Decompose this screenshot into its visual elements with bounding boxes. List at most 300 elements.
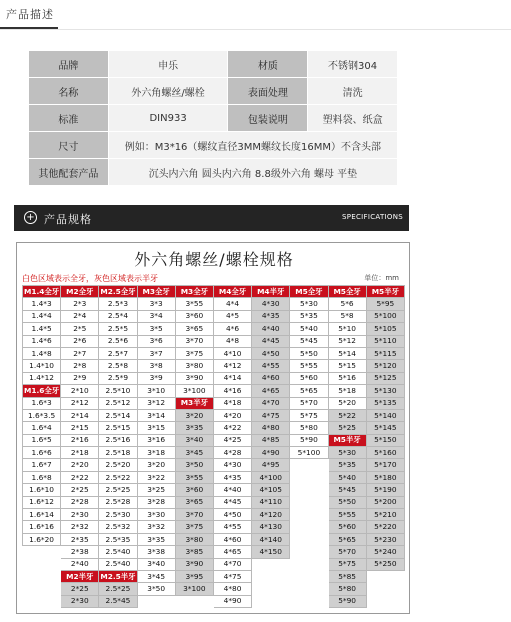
spec-full-thread-cell: 4*18 <box>213 397 251 409</box>
spec-half-thread-cell: 3*40 <box>175 434 213 446</box>
spec-section-en: SPECIFICATIONS <box>342 213 403 221</box>
spec-half-thread-cell: 5*50 <box>328 496 366 508</box>
info-label: 尺寸 <box>29 132 109 159</box>
spec-empty-cell <box>366 583 404 595</box>
spec-half-thread-cell: 5*65 <box>328 533 366 545</box>
info-value: 沉头内六角 圆头内六角 8.8级外六角 螺母 平垫 <box>108 159 397 186</box>
spec-half-thread-cell: 4*30 <box>252 298 290 310</box>
spec-full-thread-cell: 4*45 <box>213 496 251 508</box>
spec-full-thread-cell: 1.6*12 <box>23 496 61 508</box>
spec-full-thread-cell: 4*10 <box>213 347 251 359</box>
spec-header-cell: M2.5全牙 <box>99 286 137 298</box>
spec-full-thread-cell: 5*90 <box>290 434 328 446</box>
spec-half-thread-cell: 2*25 <box>61 583 99 595</box>
info-row <box>29 78 398 105</box>
spec-empty-cell <box>290 570 328 582</box>
spec-half-thread-cell: 3*50 <box>175 459 213 471</box>
spec-full-thread-cell: 3*9 <box>137 372 175 384</box>
spec-empty-cell <box>290 558 328 570</box>
spec-full-thread-cell: 3*40 <box>137 558 175 570</box>
spec-full-thread-cell: 3*14 <box>137 409 175 421</box>
spec-section-title: 产品规格 <box>44 213 92 226</box>
spec-full-thread-cell: 2*40 <box>61 558 99 570</box>
spec-row <box>23 372 405 384</box>
spec-full-thread-cell: 5*8 <box>328 310 366 322</box>
spec-row <box>23 459 405 471</box>
spec-row <box>23 558 405 570</box>
spec-half-thread-cell: 3*85 <box>175 546 213 558</box>
info-row <box>29 105 398 132</box>
spec-half-thread-cell: 4*60 <box>252 372 290 384</box>
spec-row <box>23 397 405 409</box>
spec-half-thread-cell: 2.5*45 <box>99 595 137 607</box>
spec-full-thread-cell: 4*40 <box>213 484 251 496</box>
spec-row <box>23 570 405 582</box>
spec-full-thread-cell: 2.5*40 <box>99 546 137 558</box>
spec-full-thread-cell: 5*12 <box>328 335 366 347</box>
spec-half-thread-cell: 5*22 <box>328 409 366 421</box>
spec-half-thread-cell: 5*40 <box>328 471 366 483</box>
spec-half-thread-cell: 4*70 <box>252 397 290 409</box>
spec-empty-cell <box>23 570 61 582</box>
spec-full-thread-cell: 1.6*3.5 <box>23 409 61 421</box>
spec-full-thread-cell: 5*40 <box>290 323 328 335</box>
spec-empty-cell <box>290 496 328 508</box>
spec-half-thread-cell: 3*45 <box>175 447 213 459</box>
spec-full-thread-cell: 1.6*10 <box>23 484 61 496</box>
spec-full-thread-cell: 2.5*16 <box>99 434 137 446</box>
spec-empty-cell <box>137 595 175 607</box>
info-value: 不锈钢304 <box>308 51 398 78</box>
spec-row <box>23 298 405 310</box>
spec-header-cell: M5全牙 <box>290 286 328 298</box>
spec-empty-cell <box>290 471 328 483</box>
spec-full-thread-cell: 2.5*4 <box>99 310 137 322</box>
section-header <box>0 0 511 30</box>
spec-header-cell: M2半牙 <box>61 570 99 582</box>
spec-grid <box>22 285 405 608</box>
spec-full-thread-cell: 5*35 <box>290 310 328 322</box>
spec-full-thread-cell: 1.6*14 <box>23 509 61 521</box>
spec-full-thread-cell: 4*22 <box>213 422 251 434</box>
spec-header-cell: M3半牙 <box>175 397 213 409</box>
spec-empty-cell <box>23 546 61 558</box>
info-value: 外六角螺丝/螺栓 <box>108 78 228 105</box>
spec-half-thread-cell: 5*45 <box>328 484 366 496</box>
spec-full-thread-cell: 2.5*10 <box>99 385 137 397</box>
spec-row <box>23 286 405 298</box>
spec-full-thread-cell: 3*20 <box>137 459 175 471</box>
spec-header-cell: M2.5半牙 <box>99 570 137 582</box>
spec-row <box>23 434 405 446</box>
spec-half-thread-cell: 3*20 <box>175 409 213 421</box>
spec-full-thread-cell: 3*50 <box>137 583 175 595</box>
info-label: 材质 <box>228 51 308 78</box>
spec-full-thread-cell: 5*50 <box>290 347 328 359</box>
spec-full-thread-cell: 2*12 <box>61 397 99 409</box>
spec-full-thread-cell: 4*6 <box>213 323 251 335</box>
info-row <box>29 132 398 159</box>
spec-full-thread-cell: 5*100 <box>290 447 328 459</box>
spec-empty-cell <box>290 546 328 558</box>
spec-full-thread-cell: 1.6*16 <box>23 521 61 533</box>
spec-full-thread-cell: 1.6*5 <box>23 434 61 446</box>
info-label: 其他配套产品 <box>29 159 109 186</box>
spec-empty-cell <box>290 484 328 496</box>
spec-row <box>23 533 405 545</box>
spec-full-thread-cell: 3*28 <box>137 496 175 508</box>
spec-full-thread-cell: 1.4*3 <box>23 298 61 310</box>
spec-half-thread-cell: 5*140 <box>366 409 404 421</box>
info-label: 包装说明 <box>228 105 308 132</box>
spec-half-thread-cell: 5*180 <box>366 471 404 483</box>
spec-empty-cell <box>252 570 290 582</box>
spec-half-thread-cell: 3*95 <box>175 570 213 582</box>
spec-empty-cell <box>290 509 328 521</box>
spec-full-thread-cell: 3*65 <box>175 323 213 335</box>
spec-row <box>23 471 405 483</box>
spec-full-thread-cell: 4*25 <box>213 434 251 446</box>
spec-half-thread-cell: 4*55 <box>252 360 290 372</box>
spec-full-thread-cell: 2.5*14 <box>99 409 137 421</box>
spec-full-thread-cell: 4*4 <box>213 298 251 310</box>
spec-full-thread-cell: 3*80 <box>175 360 213 372</box>
spec-half-thread-cell: 4*90 <box>252 447 290 459</box>
spec-half-thread-cell: 5*230 <box>366 533 404 545</box>
spec-full-thread-cell: 4*75 <box>213 570 251 582</box>
spec-full-thread-cell: 4*50 <box>213 509 251 521</box>
spec-half-thread-cell: 4*95 <box>252 459 290 471</box>
spec-full-thread-cell: 1.4*8 <box>23 347 61 359</box>
spec-half-thread-cell: 3*60 <box>175 484 213 496</box>
spec-empty-cell <box>290 521 328 533</box>
spec-row <box>23 595 405 607</box>
spec-row <box>23 409 405 421</box>
spec-half-thread-cell: 5*200 <box>366 496 404 508</box>
spec-full-thread-cell: 2.5*15 <box>99 422 137 434</box>
spec-half-thread-cell: 5*55 <box>328 509 366 521</box>
spec-row <box>23 335 405 347</box>
section-title-underline <box>0 27 58 29</box>
spec-full-thread-cell: 2.5*12 <box>99 397 137 409</box>
spec-full-thread-cell: 2*28 <box>61 496 99 508</box>
spec-full-thread-cell: 2.5*5 <box>99 323 137 335</box>
spec-half-thread-cell: 5*125 <box>366 372 404 384</box>
spec-row <box>23 422 405 434</box>
spec-full-thread-cell: 3*3 <box>137 298 175 310</box>
spec-full-thread-cell: 2*22 <box>61 471 99 483</box>
spec-half-thread-cell: 5*115 <box>366 347 404 359</box>
spec-full-thread-cell: 2*10 <box>61 385 99 397</box>
spec-half-thread-cell: 3*100 <box>175 583 213 595</box>
spec-half-thread-cell: 5*160 <box>366 447 404 459</box>
spec-row <box>23 546 405 558</box>
spec-half-thread-cell: 5*170 <box>366 459 404 471</box>
spec-full-thread-cell: 3*15 <box>137 422 175 434</box>
spec-full-thread-cell: 3*100 <box>175 385 213 397</box>
spec-full-thread-cell: 5*6 <box>328 298 366 310</box>
spec-empty-cell <box>290 459 328 471</box>
spec-header-cell: M1.4全牙 <box>23 286 61 298</box>
spec-full-thread-cell: 2*32 <box>61 521 99 533</box>
spec-full-thread-cell: 1.6*3 <box>23 397 61 409</box>
spec-row <box>23 347 405 359</box>
spec-full-thread-cell: 2.5*6 <box>99 335 137 347</box>
spec-full-thread-cell: 3*38 <box>137 546 175 558</box>
spec-full-thread-cell: 1.6*4 <box>23 422 61 434</box>
info-label: 表面处理 <box>228 78 308 105</box>
spec-header-cell: M5全牙 <box>328 286 366 298</box>
spec-full-thread-cell: 2.5*35 <box>99 533 137 545</box>
spec-full-thread-cell: 3*22 <box>137 471 175 483</box>
spec-half-thread-cell: 4*140 <box>252 533 290 545</box>
spec-empty-cell <box>290 533 328 545</box>
spec-half-thread-cell: 5*100 <box>366 310 404 322</box>
spec-half-thread-cell: 3*55 <box>175 471 213 483</box>
spec-half-thread-cell: 5*110 <box>366 335 404 347</box>
spec-full-thread-cell: 3*5 <box>137 323 175 335</box>
spec-full-thread-cell: 2.5*7 <box>99 347 137 359</box>
spec-half-thread-cell: 4*35 <box>252 310 290 322</box>
spec-full-thread-cell: 4*60 <box>213 533 251 545</box>
spec-half-thread-cell: 5*90 <box>328 595 366 607</box>
spec-full-thread-cell: 5*75 <box>290 409 328 421</box>
spec-header-cell: M4全牙 <box>213 286 251 298</box>
spec-full-thread-cell: 3*90 <box>175 372 213 384</box>
spec-half-thread-cell: 5*135 <box>366 397 404 409</box>
spec-half-thread-cell: 5*60 <box>328 521 366 533</box>
spec-full-thread-cell: 1.4*12 <box>23 372 61 384</box>
spec-unit: 单位：mm <box>364 274 399 282</box>
spec-full-thread-cell: 2.5*28 <box>99 496 137 508</box>
spec-full-thread-cell: 3*16 <box>137 434 175 446</box>
spec-empty-cell <box>366 595 404 607</box>
spec-full-thread-cell: 2*25 <box>61 484 99 496</box>
spec-row <box>23 360 405 372</box>
spec-full-thread-cell: 2*9 <box>61 372 99 384</box>
spec-full-thread-cell: 3*12 <box>137 397 175 409</box>
spec-full-thread-cell: 2*15 <box>61 422 99 434</box>
spec-full-thread-cell: 5*80 <box>290 422 328 434</box>
spec-legend-note: 白色区域表示全牙，灰色区域表示半牙 <box>22 274 158 283</box>
spec-half-thread-cell: 2*30 <box>61 595 99 607</box>
spec-title: 外六角螺丝/螺栓规格 <box>134 250 294 269</box>
spec-half-thread-cell: 4*105 <box>252 484 290 496</box>
spec-full-thread-cell: 2.5*32 <box>99 521 137 533</box>
spec-half-thread-cell: 3*80 <box>175 533 213 545</box>
spec-full-thread-cell: 5*60 <box>290 372 328 384</box>
spec-full-thread-cell: 4*28 <box>213 447 251 459</box>
spec-full-thread-cell: 3*75 <box>175 347 213 359</box>
spec-header-cell: M4半牙 <box>252 286 290 298</box>
spec-full-thread-cell: 4*20 <box>213 409 251 421</box>
spec-full-thread-cell: 4*14 <box>213 372 251 384</box>
spec-full-thread-cell: 2.5*40 <box>99 558 137 570</box>
spec-half-thread-cell: 5*250 <box>366 558 404 570</box>
spec-full-thread-cell: 4*55 <box>213 521 251 533</box>
spec-full-thread-cell: 4*30 <box>213 459 251 471</box>
spec-full-thread-cell: 2.5*8 <box>99 360 137 372</box>
spec-row <box>23 496 405 508</box>
spec-full-thread-cell: 4*70 <box>213 558 251 570</box>
spec-full-thread-cell: 4*90 <box>213 595 251 607</box>
spec-row <box>23 385 405 397</box>
spec-half-thread-cell: 5*95 <box>366 298 404 310</box>
spec-empty-cell <box>252 558 290 570</box>
spec-half-thread-cell: 4*120 <box>252 509 290 521</box>
spec-half-thread-cell: 4*40 <box>252 323 290 335</box>
spec-header-cell: M1.6全牙 <box>23 385 61 397</box>
spec-half-thread-cell: 4*45 <box>252 335 290 347</box>
info-label: 标准 <box>29 105 109 132</box>
spec-full-thread-cell: 2*18 <box>61 447 99 459</box>
plus-circle-icon: + <box>24 211 37 224</box>
spec-full-thread-cell: 3*6 <box>137 335 175 347</box>
spec-header-cell: M3全牙 <box>175 286 213 298</box>
spec-half-thread-cell: 5*240 <box>366 546 404 558</box>
spec-full-thread-cell: 3*32 <box>137 521 175 533</box>
spec-half-thread-cell: 4*100 <box>252 471 290 483</box>
spec-half-thread-cell: 5*25 <box>328 422 366 434</box>
spec-half-thread-cell: 5*150 <box>366 434 404 446</box>
spec-full-thread-cell: 2.5*18 <box>99 447 137 459</box>
spec-full-thread-cell: 3*70 <box>175 335 213 347</box>
spec-full-thread-cell: 3*30 <box>137 509 175 521</box>
spec-half-thread-cell: 5*105 <box>366 323 404 335</box>
spec-full-thread-cell: 5*65 <box>290 385 328 397</box>
spec-full-thread-cell: 4*35 <box>213 471 251 483</box>
spec-full-thread-cell: 2*30 <box>61 509 99 521</box>
spec-half-thread-cell: 5*80 <box>328 583 366 595</box>
spec-full-thread-cell: 2*3 <box>61 298 99 310</box>
spec-full-thread-cell: 3*18 <box>137 447 175 459</box>
spec-full-thread-cell: 2.5*22 <box>99 471 137 483</box>
spec-full-thread-cell: 5*10 <box>328 323 366 335</box>
spec-full-thread-cell: 4*80 <box>213 583 251 595</box>
spec-full-thread-cell: 5*55 <box>290 360 328 372</box>
spec-half-thread-cell: 5*145 <box>366 422 404 434</box>
spec-row <box>23 521 405 533</box>
spec-full-thread-cell: 2*6 <box>61 335 99 347</box>
info-value: 清洗 <box>308 78 398 105</box>
spec-half-thread-cell: 5*85 <box>328 570 366 582</box>
spec-half-thread-cell: 5*130 <box>366 385 404 397</box>
spec-header-cell: M2全牙 <box>61 286 99 298</box>
spec-empty-cell <box>23 558 61 570</box>
spec-row <box>23 583 405 595</box>
spec-half-thread-cell: 5*75 <box>328 558 366 570</box>
spec-full-thread-cell: 3*25 <box>137 484 175 496</box>
spec-empty-cell <box>290 595 328 607</box>
info-row <box>29 51 398 78</box>
spec-header-cell: M5半牙 <box>328 434 366 446</box>
spec-half-thread-cell: 3*75 <box>175 521 213 533</box>
spec-header-cell: M5半牙 <box>366 286 404 298</box>
spec-half-thread-cell: 4*80 <box>252 422 290 434</box>
spec-full-thread-cell: 1.6*8 <box>23 471 61 483</box>
spec-full-thread-cell: 4*65 <box>213 546 251 558</box>
spec-full-thread-cell: 2*4 <box>61 310 99 322</box>
spec-full-thread-cell: 2*38 <box>61 546 99 558</box>
spec-full-thread-cell: 1.4*4 <box>23 310 61 322</box>
spec-section-band <box>14 205 409 231</box>
section-title: 产品描述 <box>6 8 54 21</box>
spec-row <box>23 447 405 459</box>
spec-full-thread-cell: 5*18 <box>328 385 366 397</box>
spec-full-thread-cell: 1.4*10 <box>23 360 61 372</box>
spec-header-cell: M3全牙 <box>137 286 175 298</box>
spec-full-thread-cell: 1.6*7 <box>23 459 61 471</box>
spec-row <box>23 509 405 521</box>
spec-half-thread-cell: 4*50 <box>252 347 290 359</box>
spec-half-thread-cell: 3*90 <box>175 558 213 570</box>
spec-empty-cell <box>23 583 61 595</box>
spec-full-thread-cell: 5*70 <box>290 397 328 409</box>
spec-half-thread-cell: 4*110 <box>252 496 290 508</box>
spec-half-thread-cell: 3*70 <box>175 509 213 521</box>
spec-empty-cell <box>366 570 404 582</box>
spec-full-thread-cell: 4*8 <box>213 335 251 347</box>
info-label: 名称 <box>29 78 109 105</box>
spec-half-thread-cell: 4*150 <box>252 546 290 558</box>
spec-empty-cell <box>290 583 328 595</box>
spec-full-thread-cell: 2.5*25 <box>99 484 137 496</box>
spec-full-thread-cell: 5*14 <box>328 347 366 359</box>
spec-half-thread-cell: 4*75 <box>252 409 290 421</box>
info-value: 申乐 <box>108 51 228 78</box>
info-label: 品牌 <box>29 51 109 78</box>
spec-full-thread-cell: 1.4*5 <box>23 323 61 335</box>
product-info-table <box>28 50 398 186</box>
spec-full-thread-cell: 3*8 <box>137 360 175 372</box>
spec-full-thread-cell: 4*16 <box>213 385 251 397</box>
spec-empty-cell <box>23 595 61 607</box>
spec-half-thread-cell: 2.5*25 <box>99 583 137 595</box>
spec-full-thread-cell: 5*16 <box>328 372 366 384</box>
spec-half-thread-cell: 5*190 <box>366 484 404 496</box>
spec-row <box>23 323 405 335</box>
spec-full-thread-cell: 3*10 <box>137 385 175 397</box>
spec-half-thread-cell: 5*35 <box>328 459 366 471</box>
spec-empty-cell <box>252 583 290 595</box>
spec-full-thread-cell: 3*4 <box>137 310 175 322</box>
spec-full-thread-cell: 5*20 <box>328 397 366 409</box>
spec-full-thread-cell: 2*20 <box>61 459 99 471</box>
spec-row <box>23 484 405 496</box>
spec-half-thread-cell: 4*85 <box>252 434 290 446</box>
spec-full-thread-cell: 1.6*20 <box>23 533 61 545</box>
spec-empty-cell <box>252 595 290 607</box>
spec-panel <box>16 242 410 614</box>
spec-full-thread-cell: 3*35 <box>137 533 175 545</box>
spec-full-thread-cell: 3*45 <box>137 570 175 582</box>
info-value: DIN933 <box>108 105 228 132</box>
spec-full-thread-cell: 4*5 <box>213 310 251 322</box>
spec-half-thread-cell: 3*35 <box>175 422 213 434</box>
spec-half-thread-cell: 5*70 <box>328 546 366 558</box>
spec-full-thread-cell: 2*8 <box>61 360 99 372</box>
spec-full-thread-cell: 3*60 <box>175 310 213 322</box>
spec-full-thread-cell: 2.5*3 <box>99 298 137 310</box>
spec-half-thread-cell: 5*120 <box>366 360 404 372</box>
spec-half-thread-cell: 4*130 <box>252 521 290 533</box>
spec-full-thread-cell: 1.4*6 <box>23 335 61 347</box>
spec-full-thread-cell: 3*55 <box>175 298 213 310</box>
spec-full-thread-cell: 5*30 <box>290 298 328 310</box>
spec-full-thread-cell: 4*12 <box>213 360 251 372</box>
spec-full-thread-cell: 5*15 <box>328 360 366 372</box>
spec-full-thread-cell: 2*35 <box>61 533 99 545</box>
